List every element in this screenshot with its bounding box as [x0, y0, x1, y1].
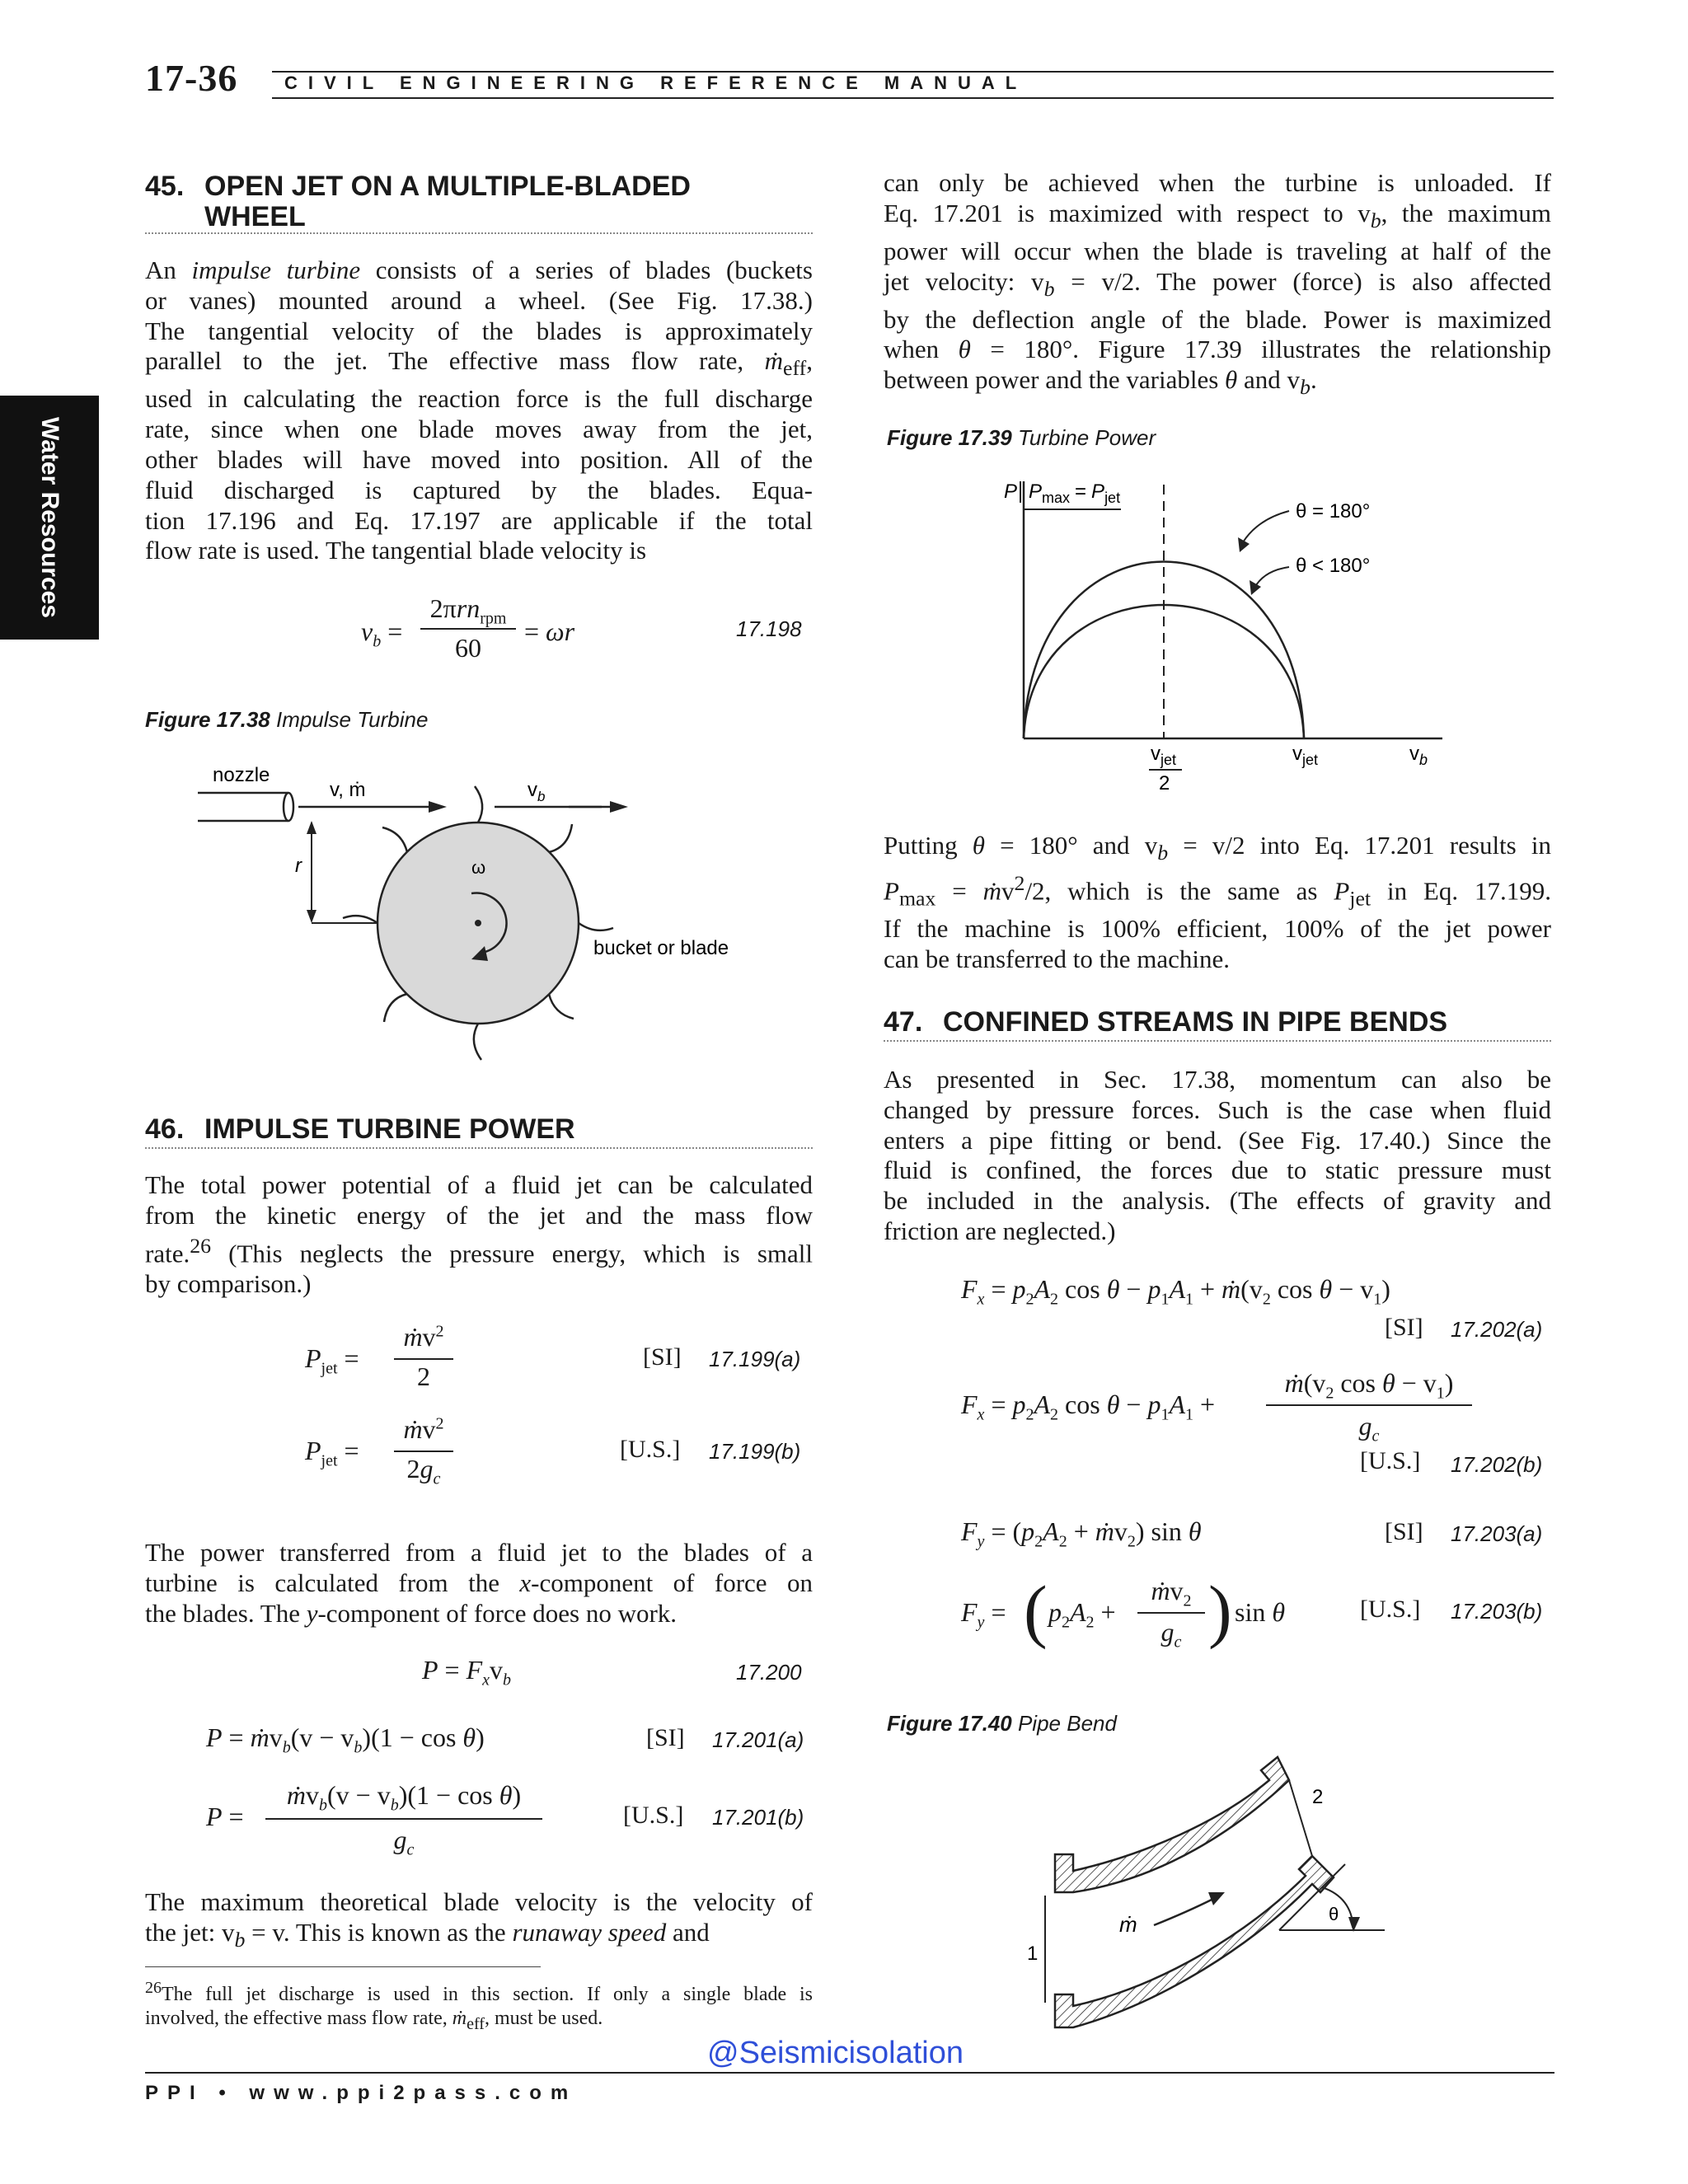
header-rule-top	[272, 71, 1554, 73]
omega-label: ω	[471, 857, 486, 878]
figure-17-39-number: Figure 17.39	[887, 425, 1012, 450]
text-line: when θ = 180°. Figure 17.39 illustrates the relationship	[884, 335, 1551, 364]
section-46-paragraph-3	[145, 1887, 813, 1956]
text-line: can only be achieved when the turbine is unloaded. If	[884, 168, 1551, 197]
text-line: As presented in Sec. 17.38, momentum can also be	[884, 1065, 1551, 1094]
equation-17-202b: $F_x = p_2A_2$ $\cos \theta - p_1A_1$ + $ṁ(v_2$ $\cos \theta - v_1$) $g_c$	[961, 1368, 1472, 1451]
text-line: Eq. 17.201 is maximized with respect to $v_b$, the maximum	[884, 198, 1551, 232]
section-45-title-line2: WHEEL	[204, 201, 306, 232]
text-line: the jet: $v_b = v$. This is known as the runaway speed and	[145, 1917, 710, 1952]
figure-17-38-number: Figure 17.38	[145, 707, 270, 732]
section-45-rule	[145, 232, 813, 234]
radius-label: r	[295, 855, 302, 877]
section-45-title-line1: OPEN JET ON A MULTIPLE-BLADED	[204, 171, 691, 202]
equation-17-203a-number: 17.203(a)	[1451, 1521, 1543, 1546]
figure-17-40-title: Pipe Bend	[1017, 1711, 1117, 1736]
text-line: rate, since when one blade moves away from the jet,	[145, 415, 813, 444]
watermark: @Seismicisolation	[707, 2036, 964, 2070]
p-axis-label: P	[1004, 480, 1018, 503]
theta-180-label: θ = 180°	[1296, 500, 1371, 523]
text-line: The power transferred from a fluid jet to the blades of a	[145, 1538, 813, 1567]
section-46-paragraph-1	[145, 1170, 813, 1300]
theta-label: θ	[1329, 1904, 1339, 1924]
text-line: between power and the variables θ and $v_b$.	[884, 365, 1317, 400]
equation-17-201a: P = ṁv$_b$(v − $v_b)(1 - \cos \theta)$	[206, 1722, 485, 1757]
half-vjet-denominator: 2	[1159, 772, 1170, 794]
text-line: by the deflection angle of the blade. Power is maximized	[884, 304, 1551, 334]
running-head: CIVIL ENGINEERING REFERENCE MANUAL	[284, 73, 1028, 93]
text-line: other blades will have moved into position. All of the	[145, 444, 813, 474]
text-line: power will occur when the blade is traveling at half of the	[884, 236, 1551, 265]
equation-17-200-number: 17.200	[736, 1660, 802, 1685]
jet-arrow-head	[429, 801, 447, 813]
jet-velocity-label: v, ṁ	[330, 779, 366, 801]
wheel-hub	[475, 920, 481, 926]
equation-17-201b-number: 17.201(b)	[712, 1805, 804, 1830]
equation-17-202a-unit: [SI]	[1385, 1314, 1423, 1341]
section-47-paragraph	[884, 1065, 1551, 1247]
equation-17-203a: $F_y = (p_2A_2$ + ṁv$_2$) sin θ	[961, 1516, 1202, 1551]
equation-17-203b-number: 17.203(b)	[1451, 1599, 1543, 1624]
figure-17-40-number: Figure 17.40	[887, 1711, 1012, 1736]
footnote-26	[145, 1976, 813, 2036]
figure-17-40-caption	[887, 1711, 1117, 1736]
equation-17-199b-unit: [U.S.]	[620, 1436, 681, 1463]
text-line: enters a pipe fitting or bend. (See Fig. 17.40.) Since the	[884, 1125, 1551, 1155]
text-line: fluid discharged is captured by the blades. Equa-	[145, 475, 813, 504]
equation-17-201b: P = ṁv$_b$(v − $v_b)(1 - \cos \theta)$ $g_c$	[206, 1780, 552, 1863]
equation-17-199b-number: 17.199(b)	[709, 1439, 801, 1464]
mass-flow-label: ṁ	[1119, 1912, 1137, 1937]
equation-17-202b-unit: [U.S.]	[1360, 1447, 1421, 1474]
section-46-paragraph-2	[145, 1538, 813, 1629]
text-line: friction are neglected.)	[884, 1216, 1116, 1245]
text-line: The maximum theoretical blade velocity is the velocity of	[145, 1887, 813, 1916]
section-47-rule	[884, 1040, 1551, 1042]
text-line: The tangential velocity of the blades is approximately	[145, 316, 813, 345]
text-line: Putting θ = 180° and $v_b = v/2$ into Eq. 17.201 results in	[884, 831, 1551, 865]
equation-17-202b-number: 17.202(b)	[1451, 1452, 1543, 1477]
section-46-number: 46.	[145, 1113, 185, 1145]
text-line: involved, the effective mass flow rate, ṁ$_{eff}$, must be used.	[145, 2008, 603, 2033]
text-line: from the kinetic energy of the jet and the mass flow	[145, 1200, 813, 1230]
text-line: jet velocity: $v_b = v/2$. The power (force) is also affected	[884, 266, 1551, 301]
section-45-number: 45.	[145, 171, 185, 202]
equation-17-202a: $F_x = p_2A_2$ $\cos \theta - p_1A_1$ + $ṁ(v_2$ $\cos \theta - v_1$)	[961, 1274, 1390, 1309]
equation-17-201a-number: 17.201(a)	[712, 1727, 804, 1752]
text-line: by comparison.)	[145, 1268, 312, 1298]
text-line: turbine is calculated from the x-component of force on	[145, 1568, 813, 1597]
equation-17-199b: $P_{jet}$ = ṁv$^2$ $2g_c$	[305, 1414, 486, 1488]
text-line: or vanes) mounted around a wheel. (See Fig. 17.38.)	[145, 285, 813, 315]
pipe-upper-wall	[1055, 1757, 1289, 1892]
half-vjet-label: $v_{jet}$	[1151, 743, 1177, 768]
blade-velocity-label: $v_b$	[528, 779, 546, 804]
text-line: The total power potential of a fluid jet can be calculated	[145, 1170, 813, 1199]
vjet-label: $v_{jet}$	[1292, 743, 1319, 768]
footer-text: PPI • www.ppi2pass.com	[145, 2082, 578, 2104]
equation-17-198-number: 17.198	[736, 616, 802, 641]
side-tab-label: Water Resources	[36, 417, 63, 618]
side-tab	[0, 396, 99, 640]
figure-17-38-title: Impulse Turbine	[275, 707, 429, 732]
text-line: tion 17.196 and Eq. 17.197 are applicable if the total	[145, 505, 813, 535]
section-45-heading	[145, 170, 813, 239]
equation-17-203b: $F_y$ = ( $p_2A_2$ + ṁv$_2$ $g_c$ ) sin θ	[961, 1571, 1286, 1652]
page-number: 17-36	[145, 57, 238, 99]
section-47-number: 47.	[884, 1006, 923, 1038]
footnote-rule	[145, 1966, 541, 1967]
equation-17-200: $P = F_xv_b$	[422, 1655, 512, 1690]
figure-17-39-caption	[887, 425, 1156, 451]
equation-17-199a: $P_{jet}$ = ṁv$^2$ 2	[305, 1322, 486, 1396]
header-rule-bottom	[272, 97, 1554, 99]
figure-17-39-turbine-power	[981, 470, 1459, 799]
pmax-label: $P_{max} = P_{jet}$	[1029, 480, 1121, 506]
bucket-label: bucket or blade	[593, 937, 729, 959]
text-line: parallel to the jet. The effective mass flow rate, ṁ$_{eff}$,	[145, 346, 813, 381]
text-line: be included in the analysis. (The effects of gravity and	[884, 1186, 1551, 1216]
nozzle-mouth	[284, 793, 293, 821]
text-line: changed by pressure forces. Such is the case when fluid	[884, 1094, 1551, 1124]
text-line: flow rate is used. The tangential blade velocity is	[145, 536, 647, 565]
equation-17-201a-unit: [SI]	[646, 1724, 685, 1751]
figure-17-39-title: Turbine Power	[1017, 425, 1156, 450]
section-46-rule	[145, 1147, 813, 1149]
text-line: fluid is confined, the forces due to static pressure must	[884, 1155, 1551, 1185]
text-line: $P_{max}$ = ṁv$^2$/2, which is the same as $P_{jet}$ in Eq. 17.199.	[884, 870, 1551, 911]
equation-17-201b-unit: [U.S.]	[623, 1802, 684, 1829]
right-paragraph-1	[884, 168, 1551, 403]
text-line: rate.$^{26}$ (This neglects the pressure energy, which is small	[145, 1233, 813, 1268]
section-1-label: 1	[1027, 1943, 1039, 1965]
figure-17-38-impulse-turbine	[181, 742, 808, 1088]
figure-17-38-caption	[145, 707, 428, 733]
text-line: used in calculating the reaction force is the full discharge	[145, 384, 813, 414]
footer-rule	[145, 2072, 1554, 2074]
text-line: $^{26}$The full jet discharge is used in this section. If only a single blade is	[145, 1979, 813, 2005]
flow-arrow	[1154, 1899, 1213, 1925]
text-line: the blades. The y-component of force does no work.	[145, 1598, 678, 1628]
equation-17-199a-unit: [SI]	[643, 1343, 682, 1371]
equation-17-202a-number: 17.202(a)	[1451, 1317, 1543, 1342]
equation-17-203a-unit: [SI]	[1385, 1518, 1423, 1545]
section-47-title: CONFINED STREAMS IN PIPE BENDS	[943, 1006, 1448, 1038]
figure-17-40-pipe-bend	[1022, 1755, 1418, 2044]
section-45-paragraph	[145, 255, 813, 566]
text-line: If the machine is 100% efficient, 100% of the jet power	[884, 914, 1551, 944]
vb-axis-label: $v_b$	[1409, 743, 1428, 768]
section-2-line	[1289, 1780, 1312, 1856]
equation-17-203b-unit: [U.S.]	[1360, 1596, 1421, 1623]
section-2-label: 2	[1312, 1786, 1324, 1808]
section-46-title: IMPULSE TURBINE POWER	[204, 1113, 575, 1145]
equation-17-198: $v_b$ = 2πrn$_{rpm}$ 60 = ωr	[361, 593, 575, 663]
text-line: An impulse turbine consists of a series of blades (buckets	[145, 255, 813, 284]
theta-less-180-label: θ < 180°	[1296, 555, 1371, 577]
equation-17-199a-number: 17.199(a)	[709, 1347, 801, 1371]
nozzle-label: nozzle	[213, 764, 270, 786]
text-line: can be transferred to the machine.	[884, 944, 1231, 974]
right-paragraph-2	[884, 831, 1551, 975]
